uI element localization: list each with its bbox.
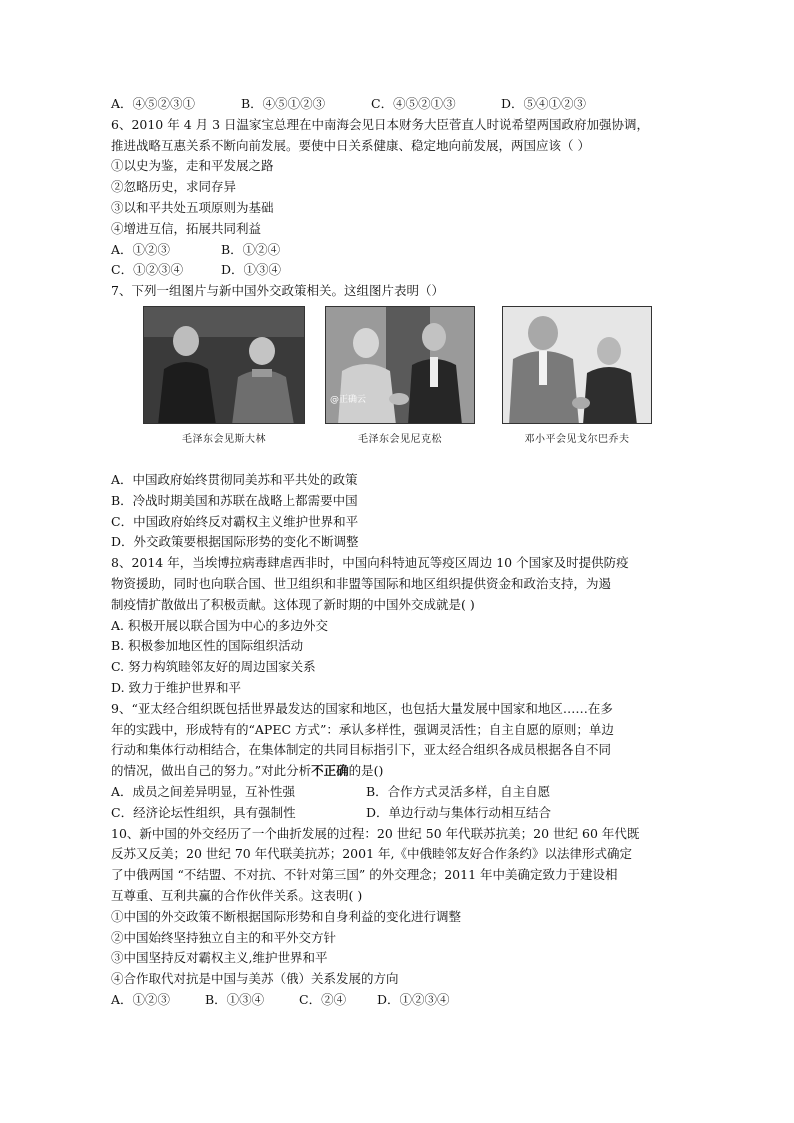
q10-option-d[interactable]: D．①②③④ [377,991,450,1007]
q9-option-b[interactable]: B．合作方式灵活多样，自主自愿 [366,783,551,799]
q10-options [111,990,691,1011]
q10-item-1: ①中国的外交政策不断根据国际形势和自身利益的变化进行调整 [111,908,462,924]
q9-stem-line2: 年的实践中，形成特有的“APEC 方式”：承认多样性，强调灵活性；自主自愿的原则；单边 [111,721,614,737]
photo-mao-stalin [143,306,305,445]
photo-caption: 邓小平会见戈尔巴乔夫 [524,433,630,445]
photo-image [502,306,652,424]
q10-item-4: ④合作取代对抗是中国与美苏（俄）关系发展的方向 [111,971,399,987]
photo-image [143,306,305,424]
q9-stem-text-end: 的是() [348,763,384,779]
q8-stem-line2: 物资援助，同时也向联合国、世卫组织和非盟等国际和地区组织提供资金和政治支持，为遏 [111,575,612,591]
q6-item-4: ④增进互信，拓展共同利益 [111,220,262,236]
q9-stem-line1: 9、“亚太经合组织既包括世界最发达的国家和地区，也包括大量发展中国家和地区……在多 [111,700,613,716]
q9-options-row2 [111,803,691,824]
photo-mao-nixon [325,306,475,445]
q6-stem-line1: 6、2010 年 4 月 3 日温家宝总理在中南海会见日本财务大臣菅直人时说希望两国政府加强协调， [111,116,650,132]
q6-options-row2 [111,260,691,281]
q10-stem-line1: 10、新中国的外交经历了一个曲折发展的过程：20 世纪 50 年代联苏抗美；20 世纪 60 年代既 [111,825,640,841]
q6-option-b[interactable]: B．①②④ [221,241,281,257]
q5-option-c[interactable]: C．④⑤②①③ [371,96,456,111]
q9-stem-text: 的情况，做出自己的努力。”对此分析 [111,763,312,779]
q5-options [111,94,691,115]
q6-option-a[interactable]: A．①②③ [111,241,171,257]
q6-option-d[interactable]: D．①③④ [221,262,282,278]
q7-stem: 7、下列一组图片与新中国外交政策相关。这组图片表明（） [111,283,444,299]
q8-option-b[interactable]: B. 积极参加地区性的国际组织活动 [111,638,304,654]
q7-option-a[interactable]: A．中国政府始终贯彻同美苏和平共处的政策 [111,471,358,487]
q9-stem-line3: 行动和集体行动相结合，在集体制定的共同目标指引下，亚太经合组织各成员根据各自不同 [111,742,612,758]
q5-option-a[interactable]: A．④⑤②③① [111,96,196,111]
photo-caption: 毛泽东会见斯大林 [182,433,266,445]
q10-option-a[interactable]: A．①②③ [111,991,171,1007]
q10-option-c[interactable]: C．②④ [299,991,347,1007]
q7-photo-row [111,306,691,464]
q8-option-c[interactable]: C. 努力构筑睦邻友好的周边国家关系 [111,659,316,675]
photo-deng-gorbachev [502,306,652,445]
q6-item-3: ③以和平共处五项原则为基础 [111,199,274,215]
q9-option-a[interactable]: A．成员之间差异明显，互补性强 [111,783,296,799]
q7-option-c[interactable]: C．中国政府始终反对霸权主义维护世界和平 [111,513,359,529]
q10-stem-line3: 了中俄两国 “不结盟、不对抗、不针对第三国” 的外交理念；2011 年中美确定致力于建设相 [111,867,618,883]
q8-stem-line3: 制疫情扩散做出了积极贡献。这体现了新时期的中国外交成就是( ) [111,596,475,612]
q7-option-d[interactable]: D．外交政策要根据国际形势的变化不断调整 [111,534,359,550]
photo-image [325,306,475,424]
q9-options-row1 [111,782,691,803]
q10-stem-line4: 互尊重、互利共赢的合作伙伴关系。这表明( ) [111,887,363,903]
q6-stem-line2: 推进战略互惠关系不断向前发展。要使中日关系健康、稳定地向前发展，两国应该（ ） [111,137,590,153]
q10-item-2: ②中国始终坚持独立自主的和平外交方针 [111,929,337,945]
watermark: @正确云 [330,394,367,405]
q6-option-c[interactable]: C．①②③④ [111,262,184,278]
q9-option-d[interactable]: D．单边行动与集体行动相互结合 [366,804,552,820]
q8-option-a[interactable]: A. 积极开展以联合国为中心的多边外交 [111,617,328,633]
q7-option-b[interactable]: B．冷战时期美国和苏联在战略上都需要中国 [111,492,358,508]
q9-emphasis: 不正确 [311,763,349,779]
photo-caption: 毛泽东会见尼克松 [358,433,442,445]
q5-option-b[interactable]: B．④⑤①②③ [241,96,326,111]
q10-item-3: ③中国坚持反对霸权主义,维护世界和平 [111,950,328,966]
q9-stem-line4 [111,761,691,782]
q10-stem-line2: 反苏又反美；20 世纪 70 年代联美抗苏；2001 年,《中俄睦邻友好合作条约》以法律形式确定 [111,846,632,862]
q8-stem-line1: 8、2014 年，当埃博拉病毒肆虐西非时，中国向科特迪瓦等疫区周边 10 个国家及时提供防疫 [111,555,629,571]
q5-option-d[interactable]: D．⑤④①②③ [501,96,587,111]
q9-option-c[interactable]: C．经济论坛性组织，具有强制性 [111,804,296,820]
q6-item-1: ①以史为鉴，走和平发展之路 [111,158,274,174]
q6-options-row1 [111,240,691,261]
q8-option-d[interactable]: D. 致力于维护世界和平 [111,679,242,695]
q6-item-2: ②忽略历史，求同存异 [111,179,237,195]
q10-option-b[interactable]: B．①③④ [205,991,265,1007]
exam-page [111,94,691,1011]
